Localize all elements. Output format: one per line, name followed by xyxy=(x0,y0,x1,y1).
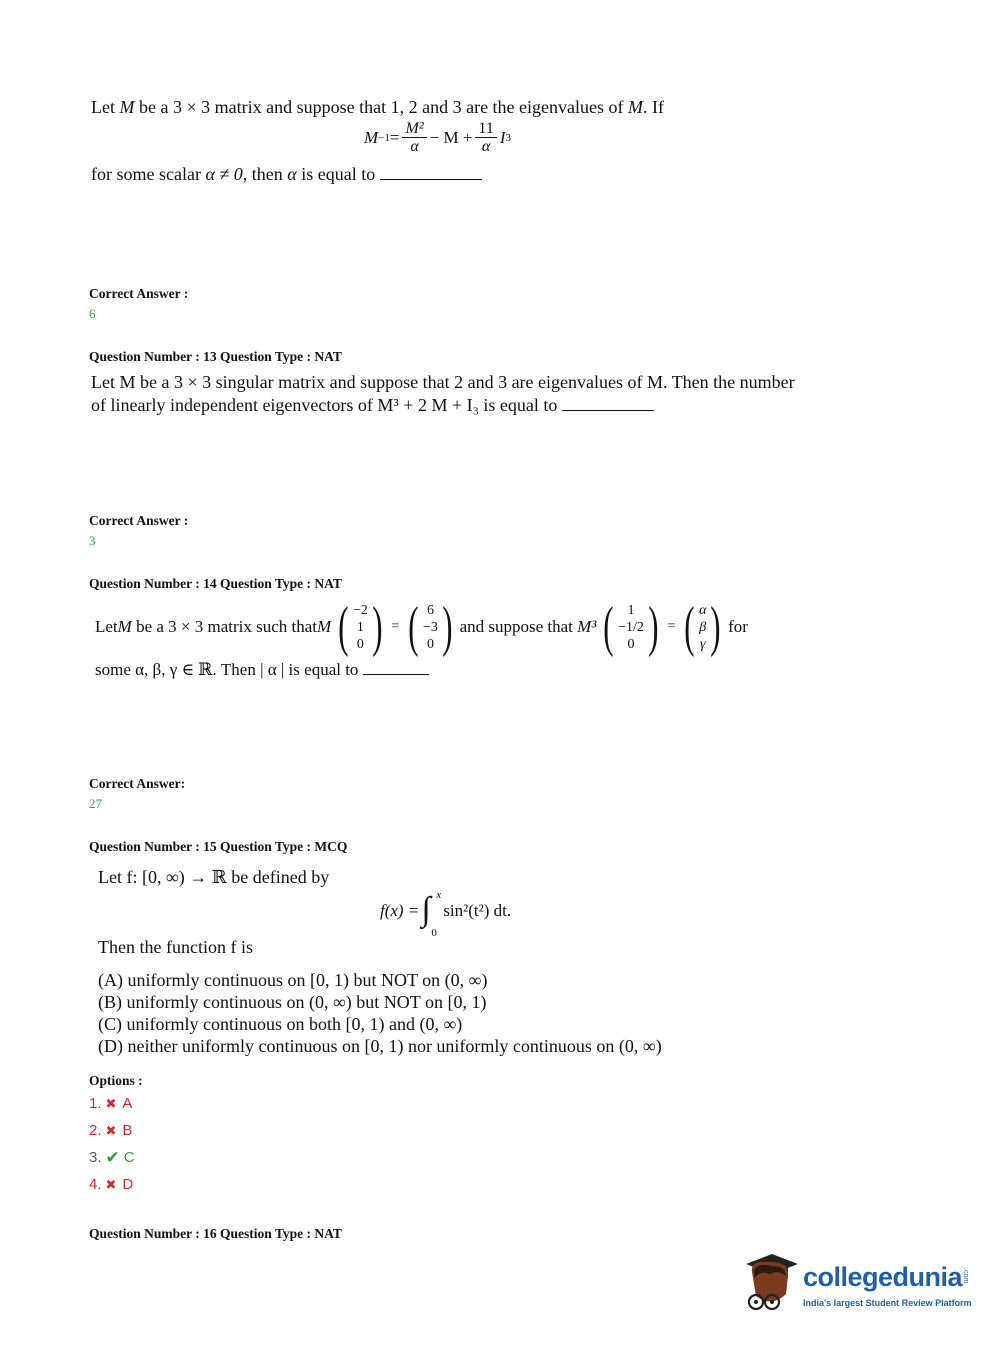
choice-a: (A) uniformly continuous on [0, 1) but NOT on (0, ∞) xyxy=(98,970,488,990)
question-header: Question Number : 14 Question Type : NAT xyxy=(89,576,342,591)
q12-line3: for some scalar α ≠ 0, then α is equal to xyxy=(91,163,482,185)
brand-name: collegedunia xyxy=(803,1262,963,1292)
checkmark-icon: ✔ xyxy=(105,1147,120,1167)
q12-equation: M −1 = $\frac{\text{M²}}{\alpha}$ − M + $\frac{11}{\alpha}$ I 3 xyxy=(364,120,511,155)
question-header: Question Number : 16 Question Type : NAT xyxy=(89,1226,342,1241)
q13-line1: Let M be a 3 × 3 singular matrix and suppose that 2 and 3 are eigenvalues of M. Then the number xyxy=(91,372,795,392)
q15-formula: f(x) = ∫ x 0 sin²(t²) dt. xyxy=(380,889,512,939)
mascot-logo-icon xyxy=(742,1250,800,1312)
integral-sign: ∫ x 0 xyxy=(421,889,442,939)
options-list xyxy=(89,1090,135,1198)
correct-answer-value: 27 xyxy=(89,796,102,811)
question-header: Question Number : 13 Question Type : NAT xyxy=(89,349,342,364)
vector-1: ( −2 1 0 ) xyxy=(338,596,383,658)
q14-line2: some α, β, γ ∈ ℝ. Then | α | is equal to xyxy=(95,659,429,681)
option-4: 4. ✖ D xyxy=(89,1176,134,1193)
q14-line1: Let M be a 3 × 3 matrix such that M ( −2 1 0 ) = ( 6 −3 0 ) and suppose that M³ ( 1 −1/2 0 ) = ( α β γ ) for xyxy=(95,596,748,658)
vector-2: ( 6 −3 0 ) xyxy=(408,596,453,658)
correct-answer-label: Correct Answer : xyxy=(89,513,189,528)
option-2: 2. ✖ B xyxy=(89,1122,133,1139)
options-label: Options : xyxy=(89,1073,143,1088)
choice-b: (B) uniformly continuous on (0, ∞) but NOT on [0, 1) xyxy=(98,992,487,1012)
q13-line2: of linearly independent eigenvectors of M³ + 2 M + I₃ is equal to xyxy=(91,394,654,416)
vector-3: ( 1 −1/2 0 ) xyxy=(603,596,659,658)
q12-line1: Let M be a 3 × 3 matrix and suppose that 1, 2 and 3 are the eigenvalues of M. If xyxy=(91,97,665,117)
fraction-m2-over-alpha: $\frac{\text{M²}}{\alpha}$ xyxy=(402,120,426,155)
correct-answer-label: Correct Answer: xyxy=(89,776,186,791)
q15-intro: Let f: [0, ∞) → ℝ be defined by xyxy=(98,867,330,887)
vector-4: ( α β γ ) xyxy=(684,596,721,658)
question-header: Question Number : 15 Question Type : MCQ xyxy=(89,839,348,854)
option-3: 3. ✔ C xyxy=(89,1147,135,1167)
fraction-11-over-alpha: $\frac{11}{\alpha}$ xyxy=(475,120,496,155)
cross-icon: ✖ xyxy=(105,1095,117,1111)
answer-blank xyxy=(380,165,482,180)
answer-blank xyxy=(562,396,654,411)
cross-icon: ✖ xyxy=(105,1176,117,1192)
option-1: 1. ✖ A xyxy=(89,1095,133,1112)
correct-answer-value: 3 xyxy=(89,533,96,548)
brand-tagline: India's largest Student Review Platform xyxy=(803,1298,972,1308)
mascot-icon xyxy=(742,1250,800,1312)
cross-icon: ✖ xyxy=(105,1122,117,1138)
brand-suffix: .com xyxy=(962,1268,969,1284)
choice-c: (C) uniformly continuous on both [0, 1) and (0, ∞) xyxy=(98,1014,463,1034)
answer-blank xyxy=(363,660,429,675)
correct-answer-value: 6 xyxy=(89,306,96,321)
q15-then: Then the function f is xyxy=(98,937,253,957)
correct-answer-label: Correct Answer : xyxy=(89,286,189,301)
choice-d: (D) neither uniformly continuous on [0, 1) nor uniformly continuous on (0, ∞) xyxy=(98,1036,662,1056)
